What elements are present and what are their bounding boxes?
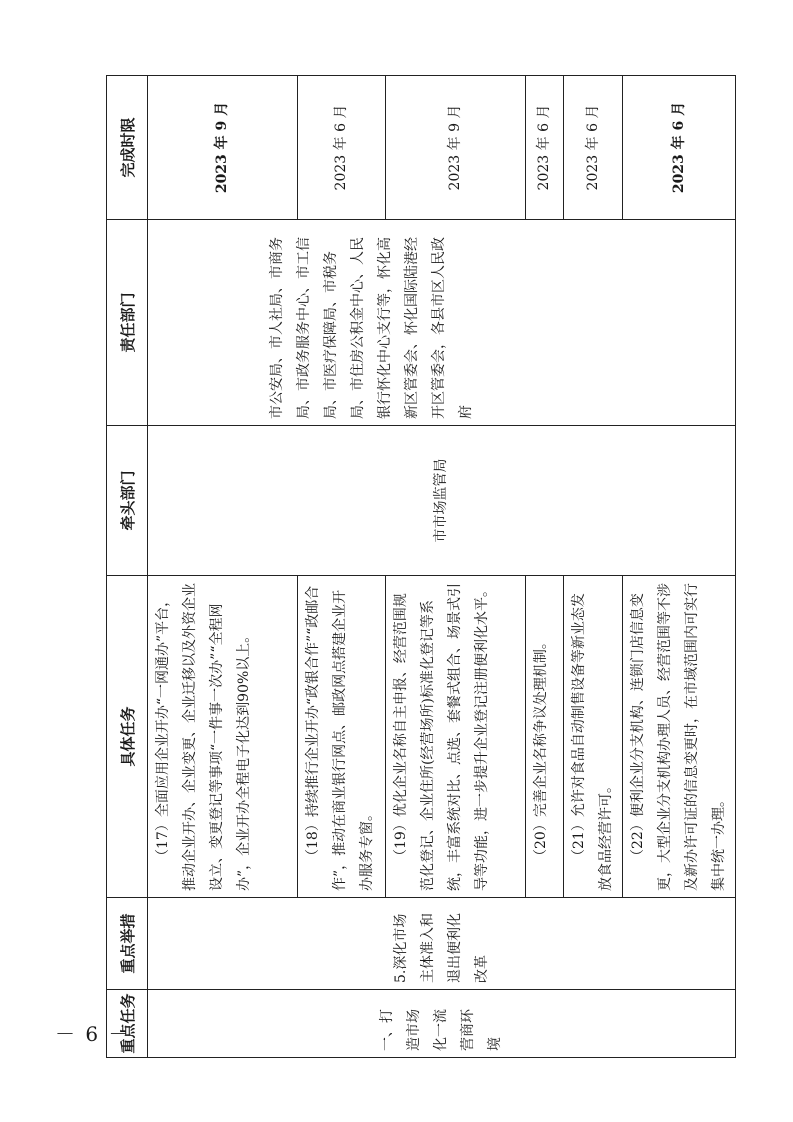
task-cell <box>298 576 386 898</box>
header-key-task: 重点任务 <box>107 990 148 1058</box>
task-text: （21）允许对食品自动制售设备等新业态发放食品经营许可。 <box>571 593 614 891</box>
deadline-cell <box>148 76 298 220</box>
table-row <box>148 76 298 1058</box>
task-cell <box>386 576 526 898</box>
deadline-text: 2023 年 6 月 <box>536 104 552 191</box>
deadline-cell <box>623 76 736 220</box>
key-task-text: 一、打造市场化一流营商环境 <box>379 1009 503 1051</box>
page-number: － 6 － <box>55 1022 131 1046</box>
task-text: （18）持续推行企业开办“政银合作”“政邮合作”，推动在商业银行网点、邮政网点搭建企业开办服务专窗。 <box>305 585 375 891</box>
lead-dept-cell <box>148 426 736 576</box>
deadline-text: 2023 年 9 月 <box>447 104 463 191</box>
deadline-cell <box>298 76 386 220</box>
table-header-row <box>107 76 148 1058</box>
deadline-text: 2023 年 6 月 <box>333 104 349 191</box>
header-resp-dept: 责任部门 <box>107 220 148 426</box>
task-text: （19）优化企业名称自主申报、经营范围规范化登记、企业住所(经营场所)标准化登记等系统，丰富系统对比、点选、套餐式组合、场景式引导等功能，进一步提升企业登记注册便利化水平。 <box>393 583 490 891</box>
lead-dept-text: 市市场监管局 <box>433 458 449 543</box>
header-deadline: 完成时限 <box>107 76 148 220</box>
task-cell <box>623 576 736 898</box>
task-cell <box>148 576 298 898</box>
task-text: （22）便利企业分支机构、连锁门店信息变更，大型企业分支机构办理人员、经营范围等不涉及新办许可证的信息变更时，在市域范围内可实行集中统一办理。 <box>630 583 727 891</box>
resp-dept-text: 市公安局、市人社局、市商务局、市政务服务中心、市工信局、市医疗保障局、市税务局、市住房公积金中心、人民银行怀化中心支行等，怀化高新区管委会、怀化国际陆港经开区管委会，各县市区人民政府 <box>268 237 474 419</box>
key-tasks-table <box>106 75 736 1058</box>
rotated-table-container <box>106 76 727 1058</box>
key-measure-text: 5.深化市场主体准入和退出便利化改革 <box>392 913 490 983</box>
key-measure-cell <box>148 898 736 990</box>
key-task-cell <box>148 990 736 1058</box>
header-key-measure: 重点举措 <box>107 898 148 990</box>
task-cell <box>526 576 564 898</box>
deadline-cell <box>526 76 564 220</box>
task-text: （20）完善企业名称争议处理机制。 <box>533 635 549 863</box>
deadline-text: 2023 年 6 月 <box>670 101 687 194</box>
deadline-cell <box>386 76 526 220</box>
task-cell <box>564 576 623 898</box>
header-lead-dept: 牵头部门 <box>107 426 148 576</box>
deadline-text: 2023 年 9 月 <box>214 101 230 194</box>
deadline-cell <box>564 76 623 220</box>
task-text: （17）全面应用企业开办“一网通办”平台，推动企业开办、企业变更、企业迁移以及外资企业设立、变更登记等事项“一件事一次办”“全程网办”，企业开办全程电子化达到90%以上。 <box>155 583 252 891</box>
resp-dept-cell <box>148 220 736 426</box>
header-specific-task: 具体任务 <box>107 576 148 898</box>
deadline-text: 2023 年 6 月 <box>584 104 601 191</box>
